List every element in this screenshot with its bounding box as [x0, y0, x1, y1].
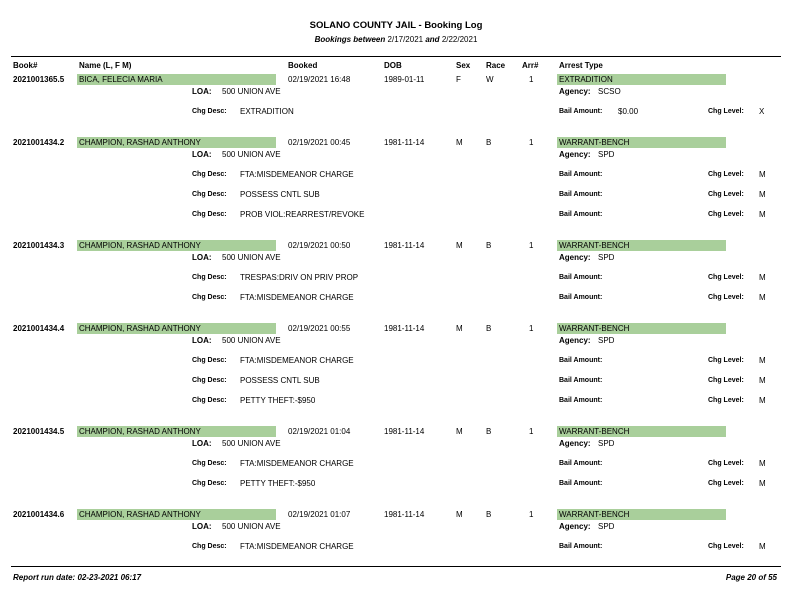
date-of-birth: 1981-11-14 — [384, 324, 425, 333]
bail-amount-label: Bail Amount: — [559, 191, 603, 198]
report-title: SOLANO COUNTY JAIL - Booking Log — [309, 20, 483, 31]
bail-amount-label: Bail Amount: — [559, 460, 603, 467]
loa-label: LOA: — [192, 439, 212, 448]
date-of-birth: 1981-11-14 — [384, 241, 425, 250]
charge-description: POSSESS CNTL SUB — [240, 190, 320, 199]
agency-value: SPD — [598, 336, 615, 345]
column-header-race: Race — [486, 61, 506, 70]
booking-number: 2021001434.6 — [13, 510, 65, 519]
charge-desc-label: Chg Desc: — [192, 211, 227, 218]
inmate-name: CHAMPION, RASHAD ANTHONY — [79, 427, 201, 436]
charge-description: PETTY THEFT:-$950 — [240, 479, 316, 488]
arrest-type: WARRANT-BENCH — [559, 138, 630, 147]
charge-description: FTA:MISDEMEANOR CHARGE — [240, 459, 354, 468]
charge-level-label: Chg Level: — [708, 191, 744, 198]
arrest-number: 1 — [529, 427, 534, 436]
charge-level-label: Chg Level: — [708, 460, 744, 467]
column-header-book: Book# — [13, 61, 38, 70]
inmate-name: BICA, FELECIA MARIA — [79, 75, 163, 84]
agency-label: Agency: — [559, 87, 591, 96]
charge-level-label: Chg Level: — [708, 211, 744, 218]
charge-desc-label: Chg Desc: — [192, 294, 227, 301]
loa-label: LOA: — [192, 150, 212, 159]
charge-desc-label: Chg Desc: — [192, 357, 227, 364]
charge-description: FTA:MISDEMEANOR CHARGE — [240, 293, 354, 302]
booked-datetime: 02/19/2021 01:04 — [288, 427, 351, 436]
booked-datetime: 02/19/2021 01:07 — [288, 510, 351, 519]
loa-label: LOA: — [192, 253, 212, 262]
arrest-type-highlight — [557, 509, 726, 520]
arrest-type: WARRANT-BENCH — [559, 427, 630, 436]
agency-label: Agency: — [559, 150, 591, 159]
inmate-name: CHAMPION, RASHAD ANTHONY — [79, 324, 201, 333]
loa-label: LOA: — [192, 87, 212, 96]
charge-level-value: M — [759, 376, 766, 385]
charge-desc-label: Chg Desc: — [192, 171, 227, 178]
charge-description: FTA:MISDEMEANOR CHARGE — [240, 356, 354, 365]
race-value: B — [486, 324, 492, 333]
column-header-sex: Sex — [456, 61, 471, 70]
booked-datetime: 02/19/2021 00:50 — [288, 241, 351, 250]
bail-amount-label: Bail Amount: — [559, 274, 603, 281]
loa-label: LOA: — [192, 336, 212, 345]
charge-level-value: M — [759, 459, 766, 468]
charge-level-label: Chg Level: — [708, 108, 744, 115]
loa-value: 500 UNION AVE — [222, 336, 281, 345]
bail-amount-label: Bail Amount: — [559, 480, 603, 487]
charge-level-value: M — [759, 293, 766, 302]
report-subtitle — [0, 35, 792, 44]
column-header-name: Name (L, F M) — [79, 61, 132, 70]
arrest-number: 1 — [529, 241, 534, 250]
footer-rule — [11, 566, 781, 567]
booked-datetime: 02/19/2021 16:48 — [288, 75, 351, 84]
booked-datetime: 02/19/2021 00:45 — [288, 138, 351, 147]
date-of-birth: 1989-01-11 — [384, 75, 425, 84]
charge-desc-label: Chg Desc: — [192, 480, 227, 487]
arrest-type-highlight — [557, 323, 726, 334]
booking-number: 2021001365.5 — [13, 75, 65, 84]
arrest-type-highlight — [557, 74, 726, 85]
charge-description: FTA:MISDEMEANOR CHARGE — [240, 542, 354, 551]
arrest-type-highlight — [557, 137, 726, 148]
booking-number: 2021001434.4 — [13, 324, 65, 333]
charge-description: EXTRADITION — [240, 107, 294, 116]
inmate-name-highlight — [77, 240, 276, 251]
sex-value: M — [456, 427, 463, 436]
loa-value: 500 UNION AVE — [222, 522, 281, 531]
arrest-type: WARRANT-BENCH — [559, 510, 630, 519]
charge-level-value: M — [759, 210, 766, 219]
loa-value: 500 UNION AVE — [222, 439, 281, 448]
inmate-name: CHAMPION, RASHAD ANTHONY — [79, 138, 201, 147]
charge-desc-label: Chg Desc: — [192, 108, 227, 115]
date-of-birth: 1981-11-14 — [384, 427, 425, 436]
loa-label: LOA: — [192, 522, 212, 531]
charge-description: PETTY THEFT:-$950 — [240, 396, 316, 405]
arrest-number: 1 — [529, 75, 534, 84]
charge-description: POSSESS CNTL SUB — [240, 376, 320, 385]
booking-number: 2021001434.5 — [13, 427, 65, 436]
charge-desc-label: Chg Desc: — [192, 377, 227, 384]
agency-value: SPD — [598, 253, 615, 262]
page-number: Page 20 of 55 — [725, 573, 777, 582]
charge-level-label: Chg Level: — [708, 543, 744, 550]
arrest-number: 1 — [529, 510, 534, 519]
booked-datetime: 02/19/2021 00:55 — [288, 324, 351, 333]
inmate-name-highlight — [77, 426, 276, 437]
sex-value: M — [456, 138, 463, 147]
arrest-number: 1 — [529, 324, 534, 333]
agency-label: Agency: — [559, 522, 591, 531]
agency-value: SPD — [598, 522, 615, 531]
charge-desc-label: Chg Desc: — [192, 543, 227, 550]
inmate-name-highlight — [77, 509, 276, 520]
inmate-name-highlight — [77, 323, 276, 334]
column-header-arrest-type: Arrest Type — [559, 61, 603, 70]
report-run-date: Report run date: 02-23-2021 06:17 — [13, 573, 142, 582]
charge-level-label: Chg Level: — [708, 397, 744, 404]
agency-label: Agency: — [559, 336, 591, 345]
subtitle-and: and — [425, 35, 440, 44]
arrest-type-highlight — [557, 240, 726, 251]
agency-label: Agency: — [559, 439, 591, 448]
charge-level-label: Chg Level: — [708, 377, 744, 384]
bail-amount-label: Bail Amount: — [559, 377, 603, 384]
start-date: 2/17/2021 — [387, 35, 424, 44]
charge-level-value: M — [759, 190, 766, 199]
inmate-name-highlight — [77, 74, 276, 85]
bail-amount-label: Bail Amount: — [559, 294, 603, 301]
arrest-type-highlight — [557, 426, 726, 437]
end-date: 2/22/2021 — [441, 35, 478, 44]
subtitle-prefix: Bookings between — [314, 35, 386, 44]
loa-value: 500 UNION AVE — [222, 150, 281, 159]
charge-level-value: M — [759, 273, 766, 282]
charge-level-value: M — [759, 542, 766, 551]
charge-level-label: Chg Level: — [708, 274, 744, 281]
date-of-birth: 1981-11-14 — [384, 138, 425, 147]
booking-number: 2021001434.3 — [13, 241, 65, 250]
charge-level-value: M — [759, 356, 766, 365]
charge-description: TRESPAS:DRIV ON PRIV PROP — [240, 273, 359, 282]
column-header-arr: Arr# — [522, 61, 539, 70]
charge-level-value: M — [759, 396, 766, 405]
charge-level-value: X — [759, 107, 765, 116]
sex-value: M — [456, 241, 463, 250]
race-value: W — [486, 75, 494, 84]
arrest-number: 1 — [529, 138, 534, 147]
race-value: B — [486, 138, 492, 147]
sex-value: M — [456, 510, 463, 519]
date-of-birth: 1981-11-14 — [384, 510, 425, 519]
bail-amount-label: Bail Amount: — [559, 108, 603, 115]
charge-level-label: Chg Level: — [708, 294, 744, 301]
charge-desc-label: Chg Desc: — [192, 274, 227, 281]
arrest-type: EXTRADITION — [559, 75, 613, 84]
arrest-type: WARRANT-BENCH — [559, 241, 630, 250]
arrest-type: WARRANT-BENCH — [559, 324, 630, 333]
booking-number: 2021001434.2 — [13, 138, 65, 147]
charge-desc-label: Chg Desc: — [192, 460, 227, 467]
sex-value: M — [456, 324, 463, 333]
column-header-booked: Booked — [288, 61, 318, 70]
charge-description: PROB VIOL:REARREST/REVOKE — [240, 210, 365, 219]
race-value: B — [486, 510, 492, 519]
agency-value: SPD — [598, 150, 615, 159]
inmate-name: CHAMPION, RASHAD ANTHONY — [79, 241, 201, 250]
bail-amount-label: Bail Amount: — [559, 543, 603, 550]
header-top-rule — [11, 56, 781, 57]
charge-level-label: Chg Level: — [708, 480, 744, 487]
loa-value: 500 UNION AVE — [222, 253, 281, 262]
charge-level-value: M — [759, 170, 766, 179]
bail-amount-label: Bail Amount: — [559, 357, 603, 364]
agency-value: SPD — [598, 439, 615, 448]
column-header-dob: DOB — [384, 61, 402, 70]
inmate-name-highlight — [77, 137, 276, 148]
agency-value: SCSO — [598, 87, 621, 96]
bail-amount-label: Bail Amount: — [559, 171, 603, 178]
sex-value: F — [456, 75, 461, 84]
bail-amount-value: $0.00 — [618, 107, 639, 116]
inmate-name: CHAMPION, RASHAD ANTHONY — [79, 510, 201, 519]
agency-label: Agency: — [559, 253, 591, 262]
charge-level-label: Chg Level: — [708, 357, 744, 364]
race-value: B — [486, 241, 492, 250]
race-value: B — [486, 427, 492, 436]
charge-desc-label: Chg Desc: — [192, 397, 227, 404]
bail-amount-label: Bail Amount: — [559, 397, 603, 404]
charge-level-label: Chg Level: — [708, 171, 744, 178]
charge-desc-label: Chg Desc: — [192, 191, 227, 198]
charge-description: FTA:MISDEMEANOR CHARGE — [240, 170, 354, 179]
loa-value: 500 UNION AVE — [222, 87, 281, 96]
bail-amount-label: Bail Amount: — [559, 211, 603, 218]
charge-level-value: M — [759, 479, 766, 488]
